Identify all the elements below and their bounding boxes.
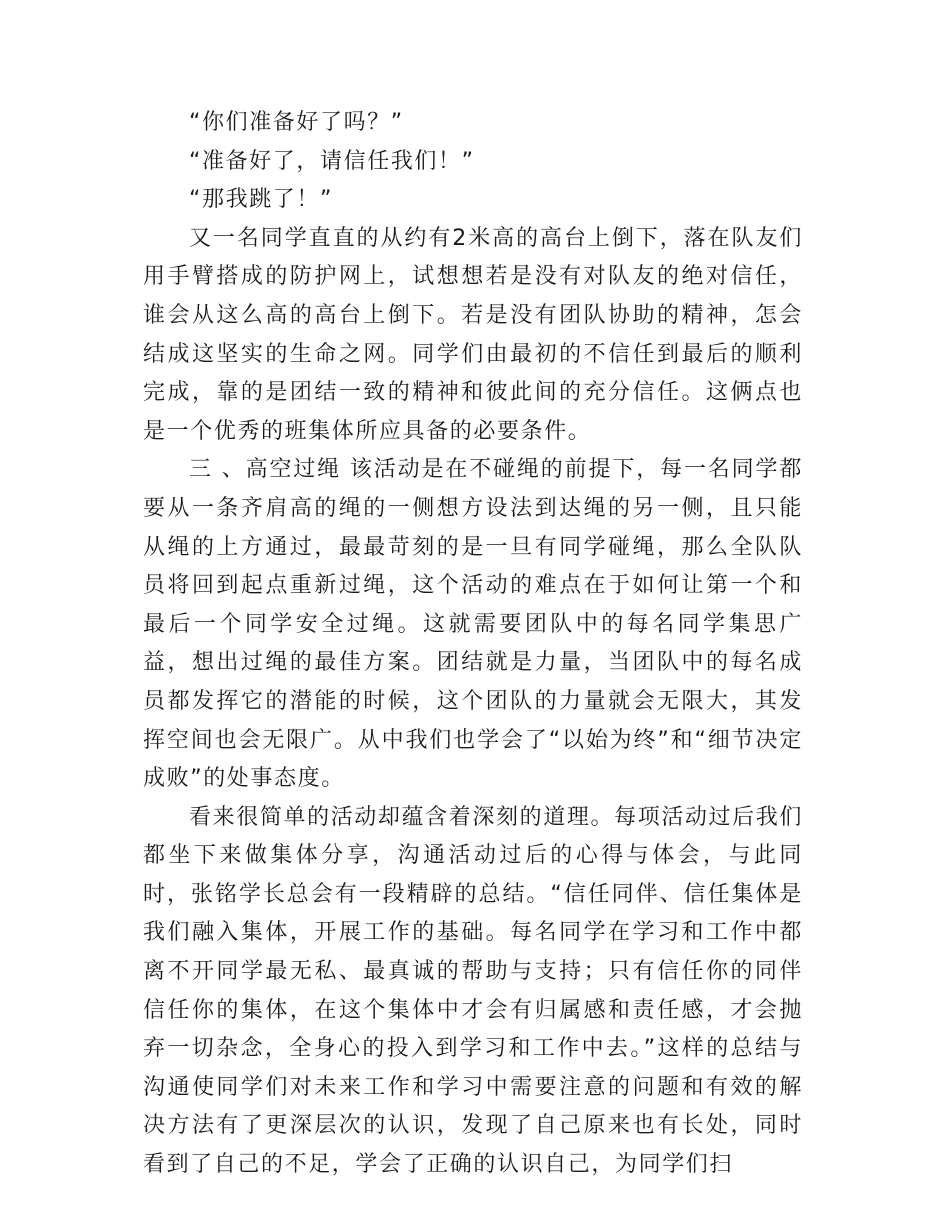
body-paragraph: 又一名同学直直的从约有2米高的高台上倒下，落在队友们用手臂搭成的防护网上，试想想若是没有对队友的绝对信任，谁会从这么高的高台上倒下。若是没有团队协助的精神，怎会结成这坚实的生命之网。同学们由最初的不信任到最后的顺利完成，靠的是团结一致的精神和彼此间的充分信任。这俩点也是一个优秀的班集体所应具备的必要条件。 [143,225,803,444]
dialogue-line: “准备好了，请信任我们！” [189,148,475,174]
dialogue-line: “你们准备好了吗？” [189,110,404,135]
document-body [143,104,803,1185]
body-paragraph: 三 、高空过绳 该活动是在不碰绳的前提下，每一名同学都要从一条齐肩高的绳的一侧想方设法到达绳的另一侧，且只能从绳的上方通过，最最苛刻的是一旦有同学碰绳，那么全队队员将回到起点重新过绳，这个活动的难点在于如何让第一个和最后一个同学安全过绳。这就需要团队中的每名同学集思广益，想出过绳的最佳方案。团结就是力量，当团队中的每名成员都发挥它的潜能的时候，这个团队的力量就会无限大，其发挥空间也会无限广。从中我们也学会了“以始为终”和“细节决定成败”的处事态度。 [143,457,803,792]
dialogue-line: “那我跳了！” [189,187,333,213]
body-paragraph: 看来很简单的活动却蕴含着深刻的道理。每项活动过后我们都坐下来做集体分享，沟通活动过后的心得与体会，与此同时，张铭学长总会有一段精辟的总结。“信任同伴、信任集体是我们融入集体，开展工作的基础。每名同学在学习和工作中都离不开同学最无私、最真诚的帮助与支持；只有信任你的同伴信任你的集体，在这个集体中才会有归属感和责任感，才会抛弃一切杂念，全身心的投入到学习和工作中去。”这样的总结与沟通使同学们对未来工作和学习中需要注意的问题和有效的解决方法有了更深层次的认识，发现了自己原来也有长处，同时看到了自己的不足，学会了正确的认识自己，为同学们扫 [143,804,803,1178]
